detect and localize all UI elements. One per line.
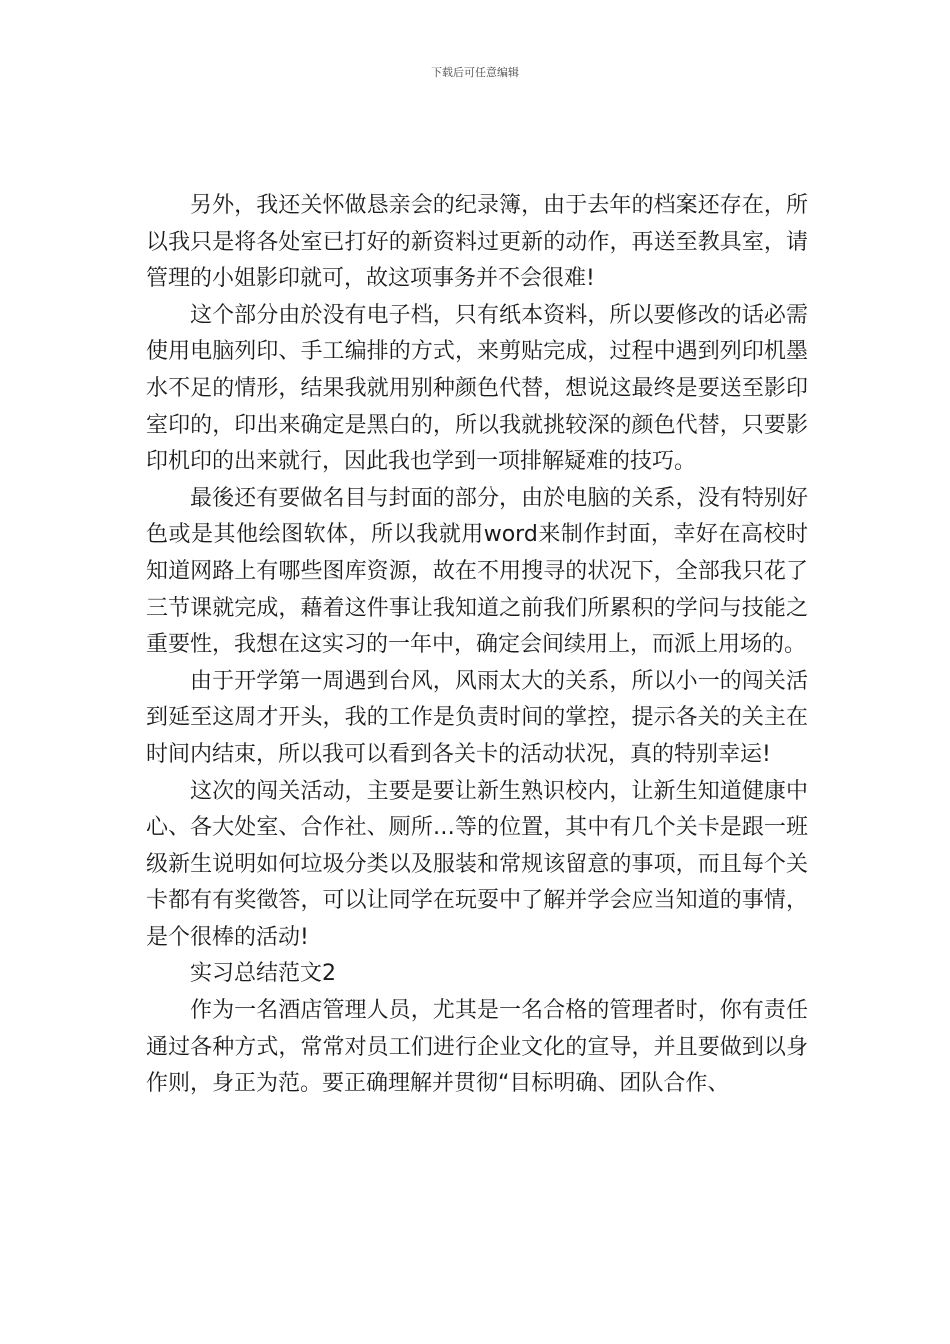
page-header: 下载后可任意编辑 bbox=[431, 66, 519, 79]
paragraph-2: 这个部分由於没有电子档，只有纸本资料，所以要修改的话必需使用电脑列印、手工编排的方式，来剪贴完成，过程中遇到列印机墨水不足的情形，结果我就用别种颜色代替，想说这最终是要送至影印室印的，印出来确定是黑白的，所以我就挑较深的颜色代替，只要影印机印的出来就行，因此我也学到一项排解疑难的技巧。 bbox=[146, 302, 808, 475]
paragraph-4: 由于开学第一周遇到台风，风雨太大的关系，所以小一的闯关活到延至这周才开头，我的工作是负责时间的掌控，提示各关的关主在时间内结束，所以我可以看到各关卡的活动状况，真的特别幸运! bbox=[146, 668, 808, 767]
paragraph-3: 最後还有要做名目与封面的部分，由於电脑的关系，没有特别好色或是其他绘图软体，所以我就用word来制作封面，幸好在高校时知道网路上有哪些图库资源，故在不用搜寻的状况下，全部我只花了三节课就完成，藉着这件事让我知道之前我们所累积的学问与技能之重要性，我想在这实习的一年中，确定会间续用上，而派上用场的。 bbox=[146, 485, 808, 658]
paragraph-6: 作为一名酒店管理人员，尤其是一名合格的管理者时，你有责任通过各种方式，常常对员工们进行企业文化的宣导，并且要做到以身作则，身正为范。要正确理解并贯彻“目标明确、团队合作、 bbox=[146, 998, 808, 1097]
document-body bbox=[146, 188, 808, 1103]
section-heading: 实习总结范文2 bbox=[190, 961, 336, 987]
paragraph-5: 这次的闯关活动，主要是要让新生熟识校内，让新生知道健康中心、各大处室、合作社、厕所…等的位置，其中有几个关卡是跟一班级新生说明如何垃圾分类以及服装和常规该留意的事项，而且每个关卡都有有奖徵答，可以让同学在玩耍中了解并学会应当知道的事情，是个很棒的活动! bbox=[146, 778, 808, 950]
paragraph-1: 另外，我还关怀做恳亲会的纪录簿，由于去年的档案还存在，所以我只是将各处室已打好的新资料过更新的动作，再送至教具室，请管理的小姐影印就可，故这项事务并不会很难! bbox=[146, 193, 808, 292]
